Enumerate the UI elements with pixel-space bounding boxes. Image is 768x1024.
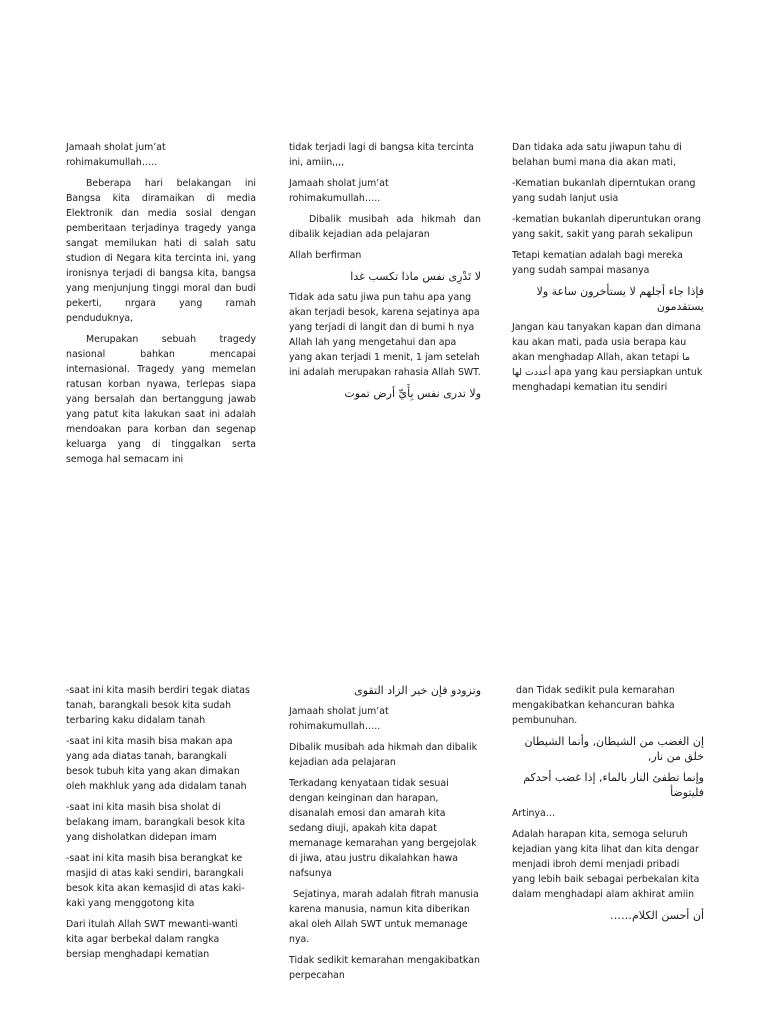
bottom-column-3 bbox=[512, 683, 704, 929]
paragraph: Jangan kau tanyakan kapan dan dimana kau akan mati, pada usia berapa kau akan menghadap Allah, akan tetapi ما أعددت لها apa yang kau persiapkan untuk menghadapi kematian itu sendiri bbox=[512, 322, 703, 393]
arabic-verse: ولا تدرى نفس بِأَيِّ أرض تموت bbox=[344, 387, 481, 400]
arabic-hadith: إن الغضب من الشيطان, وأنما الشيطان خلق من نار, bbox=[524, 735, 704, 763]
top-column-2 bbox=[289, 140, 481, 407]
paragraph: Artinya… bbox=[512, 808, 556, 819]
paragraph: -Kematian bukanlah diperntukan orang yang sudah lanjut usia bbox=[512, 178, 696, 204]
paragraph: -saat ini kita masih bisa makan apa yang ada diatas tanah, barangkali besok tubuh kita yang akan dimakan oleh makhluk yang ada didalam tanah bbox=[66, 736, 247, 792]
bottom-column-1 bbox=[66, 683, 256, 968]
top-column-3 bbox=[512, 140, 704, 401]
greeting: Jamaah sholat jum’at rohimakumullah….. bbox=[66, 142, 166, 168]
arabic-verse: لا تَدْرِى نفس ماذا تكسب غدا bbox=[350, 270, 481, 283]
paragraph: Allah berfirman bbox=[289, 250, 362, 261]
paragraph: Dan tidaka ada satu jiwapun tahu di belahan bumi mana dia akan mati, bbox=[512, 142, 682, 168]
paragraph: Tetapi kematian adalah bagi mereka yang sudah sampai masanya bbox=[512, 250, 683, 276]
paragraph: Tidak ada satu jiwa pun tahu apa yang akan terjadi besok, karena sejatinya apa yang terjadi di langit dan di bumi h nya Allah lah yang mengetahui dan apa yang akan terjadi 1 menit, 1 jam setelah ini adalah merupakan rahasia Allah SWT. bbox=[289, 292, 481, 378]
paragraph: Dibalik musibah ada hikmah dan dibalik kejadian ada pelajaran bbox=[289, 742, 478, 768]
paragraph: Beberapa hari belakangan ini Bangsa kita diramaikan di media Elektronik dan media sosial dengan pemberitaan terjadinya tragedy yanga sangat memilukan hati di salah satu studion di Negara kita tercinta ini, yang ironisnya terjadi di bangsa kita, bangsa yang menjunjung tinggi moral dan budi pekerti, nrgara yang ramah penduduknya, bbox=[66, 178, 256, 324]
paragraph: Dari itulah Allah SWT mewanti-wanti kita agar berbekal dalam rangka bersiap menghadapi kematian bbox=[66, 919, 238, 960]
paragraph: Terkadang kenyataan tidak sesuai dengan keinginan dan harapan, disanalah emosi dan amarah kita sedang diuji, apakah kita dapat memanage kemarahan yang bergejolak di jiwa, atau justru dikalahkan hawa nafsunya bbox=[289, 778, 477, 879]
paragraph: -saat ini kita masih bisa berangkat ke masjid di atas kaki sendiri, barangkali besok kita akan kemasjid di atas kaki-kaki yang menggotong kita bbox=[66, 853, 245, 909]
arabic-closing: أن أحسن الكلام…… bbox=[609, 909, 704, 922]
paragraph: -kematian bukanlah diperuntukan orang yang sakit, sakit yang parah sekalipun bbox=[512, 214, 701, 240]
paragraph: Adalah harapan kita, semoga seluruh kejadian yang kita lihat dan kita dengar menjadi ibroh demi menjadi pribadi yang lebih baik sebagai perbekalan kita dalam menghadapi alam akhirat amiin bbox=[512, 829, 700, 900]
paragraph: Dibalik musibah ada hikmah dan dibalik kejadian ada pelajaran bbox=[289, 214, 481, 240]
paragraph: -saat ini kita masih berdiri tegak diatas tanah, barangkali besok kita sudah terbaring kaku didalam tanah bbox=[66, 685, 250, 726]
paragraph: -saat ini kita masih bisa sholat di belakang imam, barangkali besok kita yang disholatkan didepan imam bbox=[66, 802, 246, 843]
greeting: Jamaah sholat jum’at rohimakumullah….. bbox=[289, 178, 389, 204]
paragraph: Sejatinya, marah adalah fitrah manusia karena manusia, namun kita diberikan akal oleh Allah SWT untuk memanage nya. bbox=[289, 889, 479, 945]
paragraph: Tidak sedikit kemarahan mengakibatkan perpecahan bbox=[289, 955, 480, 981]
arabic-hadith: وإنما تطفئ النار بالماء, إذا غضب أحدكم فليتوضأ bbox=[523, 771, 704, 799]
arabic-verse: فإذا جاء أجلهم لا يستأخرون ساعة ولا يستقدمون bbox=[536, 285, 704, 313]
bottom-column-2 bbox=[289, 683, 481, 989]
arabic-verse: وتزودو فإن خير الزاد التقوى bbox=[354, 684, 481, 697]
greeting: Jamaah sholat jum’at rohimakumullah….. bbox=[289, 706, 389, 732]
paragraph: tidak terjadi lagi di bangsa kita tercinta ini, amiin,,,, bbox=[289, 142, 474, 168]
paragraph: Merupakan sebuah tragedy nasional bahkan mencapai internasional. Tragedy yang memelan ratusan korban nyawa, terlepas siapa yang bersalah dan bertanggung jawab yang patut kita lakukan saat ini adalah mendoakan para korban dan segenap keluarga yang di tinggalkan serta semoga hal semacam ini bbox=[66, 334, 256, 465]
paragraph: dan Tidak sedikit pula kemarahan mengakibatkan kehancuran bahka pembunuhan. bbox=[512, 685, 675, 726]
top-column-1 bbox=[66, 140, 256, 473]
